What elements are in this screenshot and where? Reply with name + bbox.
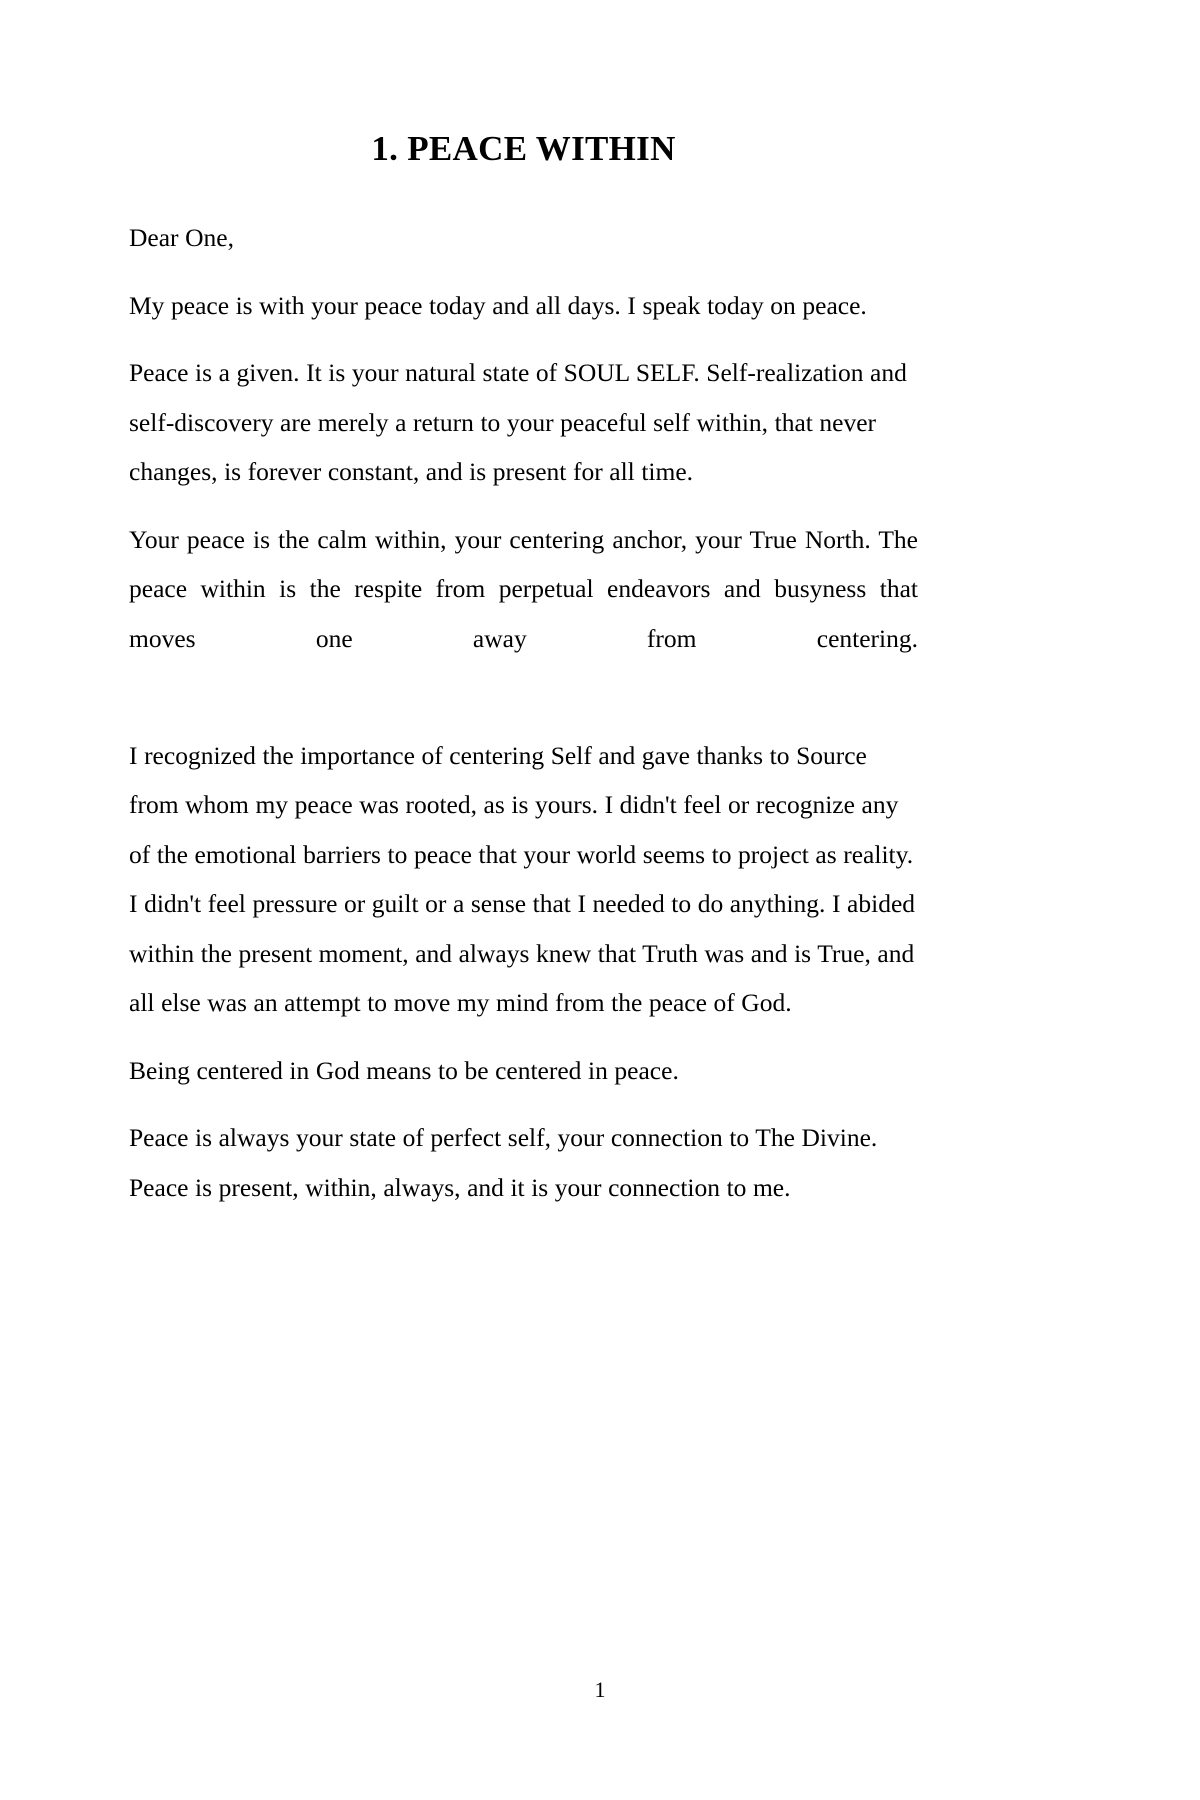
page-title: 1. PEACE WITHIN xyxy=(371,129,676,168)
body-paragraph: Your peace is the calm within, your centering anchor, your True North. The peace within is the respite from perpetual endeavors and busyness that moves one away from centering. xyxy=(129,524,918,653)
body-paragraph: Peace is always your state of perfect self, your connection to The Divine. Peace is present, within, always, and it is your connection to me. xyxy=(129,1123,878,1202)
salutation-paragraph: Dear One, xyxy=(129,223,234,252)
body-paragraph: Peace is a given. It is your natural state of SOUL SELF. Self-realization and self-discovery are merely a return to your peaceful self within, that never changes, is forever constant, and is present for all time. xyxy=(129,358,907,486)
body-paragraph: I recognized the importance of centering Self and gave thanks to Source from whom my peace was rooted, as is yours. I didn't feel or recognize any of the emotional barriers to peace that your world seems to project as reality. I didn't feel pressure or guilt or a sense that I needed to do anything. I abided within the present moment, and always knew that Truth was and is True, and all else was an attempt to move my mind from the peace of God. xyxy=(129,740,916,1017)
body-paragraph: My peace is with your peace today and all days. I speak today on peace. xyxy=(129,290,867,320)
page-content xyxy=(129,128,918,1230)
body-paragraph: Being centered in God means to be centered in peace. xyxy=(129,1055,679,1085)
page-number: 1 xyxy=(594,1677,606,1702)
